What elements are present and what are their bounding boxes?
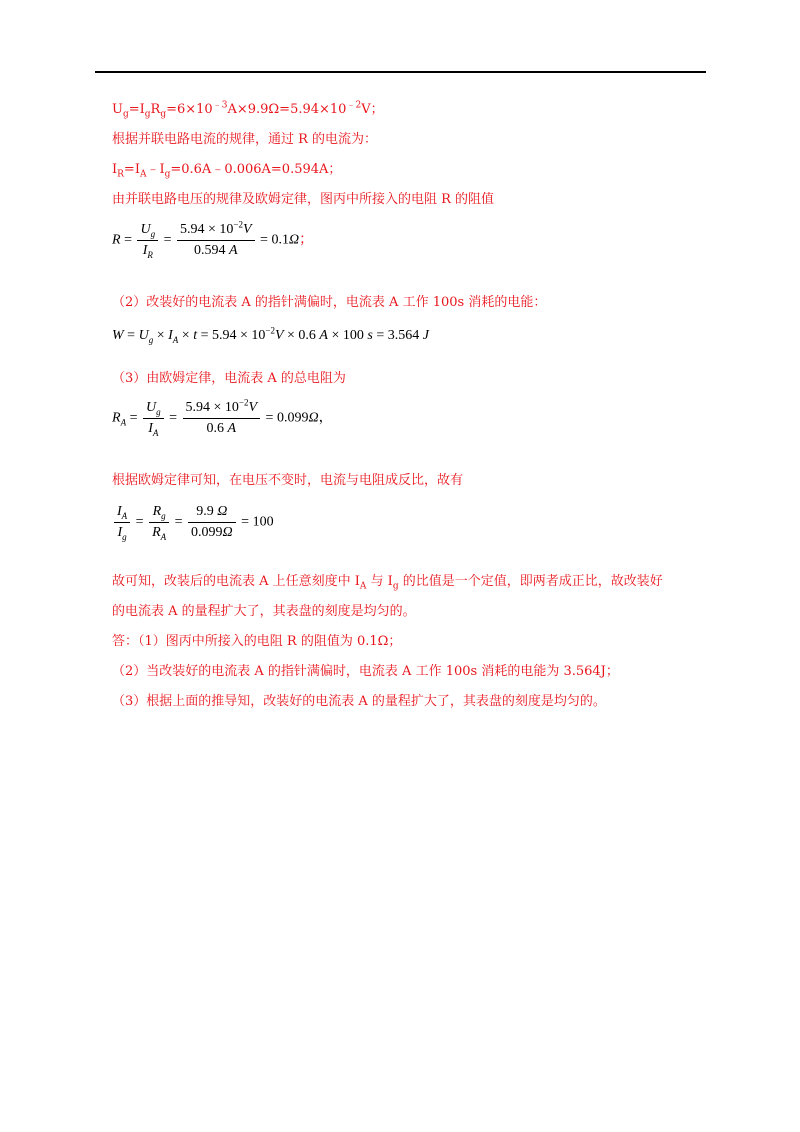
- text-line-6: （3）由欧姆定律，电流表 A 的总电阻为: [112, 371, 346, 386]
- text: t: [193, 328, 198, 343]
- text-line-2: 根据并联电路电流的规律，通过 R 的电流为：: [112, 132, 378, 147]
- text: R: [117, 169, 124, 180]
- text: Ω: [217, 504, 228, 519]
- text: = 0.1: [260, 232, 289, 248]
- text: =: [135, 514, 144, 530]
- text: 的比值是一个定值，即两者成正比，故改装好: [398, 574, 663, 589]
- text: A: [228, 243, 238, 258]
- text: =: [169, 410, 177, 426]
- text: Ω: [288, 232, 300, 248]
- text: g: [392, 581, 399, 592]
- fraction: [114, 504, 130, 541]
- text: I: [117, 504, 122, 519]
- text-line-4: 由并联电路电压的规律及欧姆定律，图丙中所接入的电阻 R 的阻值: [112, 192, 495, 207]
- text: 0.099: [191, 525, 223, 540]
- text: ﹣3: [212, 100, 228, 111]
- text: I: [117, 525, 123, 540]
- equation-r: [112, 219, 314, 260]
- text: = 100: [241, 514, 274, 530]
- text: 5.94 × 10: [180, 222, 234, 237]
- equation-ra: [112, 397, 333, 438]
- text: g: [161, 510, 166, 521]
- fraction: [177, 219, 255, 259]
- text: A: [172, 334, 179, 345]
- text: =: [163, 232, 172, 248]
- text: g: [160, 109, 167, 120]
- text: =I: [128, 102, 145, 117]
- text: R: [112, 410, 121, 426]
- text: =0.6A﹣0.006A=0.594A；: [170, 162, 342, 177]
- text: 0.594: [193, 243, 229, 258]
- text-line-7: 根据欧姆定律可知，在电压不变时，电流与电阻成反比，故有: [112, 473, 464, 488]
- text-line-5: （2）改装好的电流表 A 的指针满偏时，电流表 A 工作 100s 消耗的电能：: [112, 295, 547, 310]
- text: V；: [361, 102, 384, 117]
- text: = 0.099: [265, 410, 309, 426]
- text: R: [147, 249, 153, 260]
- text-line-8: [112, 570, 663, 592]
- text: A: [319, 328, 328, 343]
- text: V: [242, 222, 252, 237]
- text: −2: [238, 397, 249, 408]
- text: ×: [178, 328, 194, 343]
- answer-line-1: 答：（1）图丙中所接入的电阻 R 的阻值为 0.1Ω；: [112, 634, 402, 649]
- text: 与 I: [366, 574, 393, 589]
- text: 9.9: [196, 504, 218, 519]
- text: 故可知，改装后的电流表 A 上任意刻度中 I: [112, 574, 360, 589]
- text: ；: [299, 232, 314, 248]
- text: =6×10: [166, 102, 213, 117]
- text: =: [123, 328, 139, 343]
- text: A×9.9Ω=5.94×10: [227, 102, 347, 117]
- equation-ratio: [112, 504, 274, 541]
- text: V: [274, 328, 284, 343]
- text: × 0.6: [283, 328, 320, 343]
- text: =: [174, 514, 183, 530]
- text: = 3.564: [372, 328, 423, 343]
- text: s: [367, 328, 373, 343]
- text: U: [140, 222, 151, 237]
- text: R: [152, 525, 161, 540]
- text: g: [150, 228, 156, 239]
- fraction: [188, 504, 236, 541]
- text: Ω: [308, 410, 319, 426]
- text: ﹣2: [346, 100, 362, 111]
- fraction: [143, 400, 164, 437]
- text: A: [160, 531, 167, 542]
- text: 5.94 × 10: [185, 400, 239, 415]
- text: R: [150, 102, 161, 117]
- text: −2: [265, 325, 275, 336]
- text: U: [112, 102, 123, 117]
- text: U: [138, 328, 149, 343]
- text: −2: [233, 219, 243, 230]
- text: V: [248, 400, 258, 415]
- text: R: [112, 232, 121, 248]
- answer-line-2: （2）当改装好的电流表 A 的指针满偏时，电流表 A 工作 100s 消耗的电能为 3.564J；: [112, 664, 619, 679]
- text: A: [359, 581, 367, 592]
- text-line-ug: [112, 98, 384, 120]
- fraction: [137, 222, 158, 259]
- text: A: [121, 510, 128, 521]
- fraction: [183, 397, 261, 437]
- text: ﹣I: [146, 162, 165, 177]
- text-line-9: 的电流表 A 的量程扩大了，其表盘的刻度是均匀的。: [112, 604, 416, 619]
- text-line-ir: [112, 158, 342, 180]
- text: I: [112, 162, 118, 177]
- text: 0.6: [206, 421, 228, 436]
- text: A: [120, 417, 127, 428]
- text: g: [164, 169, 171, 180]
- text: ，: [318, 410, 333, 426]
- fraction: [149, 504, 169, 541]
- text: A: [152, 427, 159, 438]
- text: U: [145, 400, 157, 415]
- text: J: [422, 328, 429, 343]
- header-rule: [95, 71, 706, 73]
- text: ×: [153, 328, 169, 343]
- text: = 5.94 × 10: [197, 328, 266, 343]
- text: =I: [123, 162, 140, 177]
- text: I: [142, 243, 148, 258]
- text: Ω: [222, 525, 233, 540]
- text: R: [152, 504, 162, 519]
- text: g: [144, 109, 151, 120]
- answer-line-3: （3）根据上面的推导知，改装好的电流表 A 的量程扩大了，其表盘的刻度是均匀的。: [112, 694, 606, 709]
- text: g: [122, 531, 127, 542]
- equation-w: [112, 325, 429, 345]
- text: g: [122, 109, 129, 120]
- text: I: [148, 421, 153, 436]
- text: =: [129, 410, 138, 426]
- text: W: [112, 328, 124, 343]
- text: × 100: [327, 328, 368, 343]
- text: A: [227, 421, 237, 436]
- text: g: [156, 406, 161, 417]
- text: =: [124, 232, 132, 248]
- text: g: [148, 334, 154, 345]
- text: A: [139, 169, 147, 180]
- text: I: [168, 328, 173, 343]
